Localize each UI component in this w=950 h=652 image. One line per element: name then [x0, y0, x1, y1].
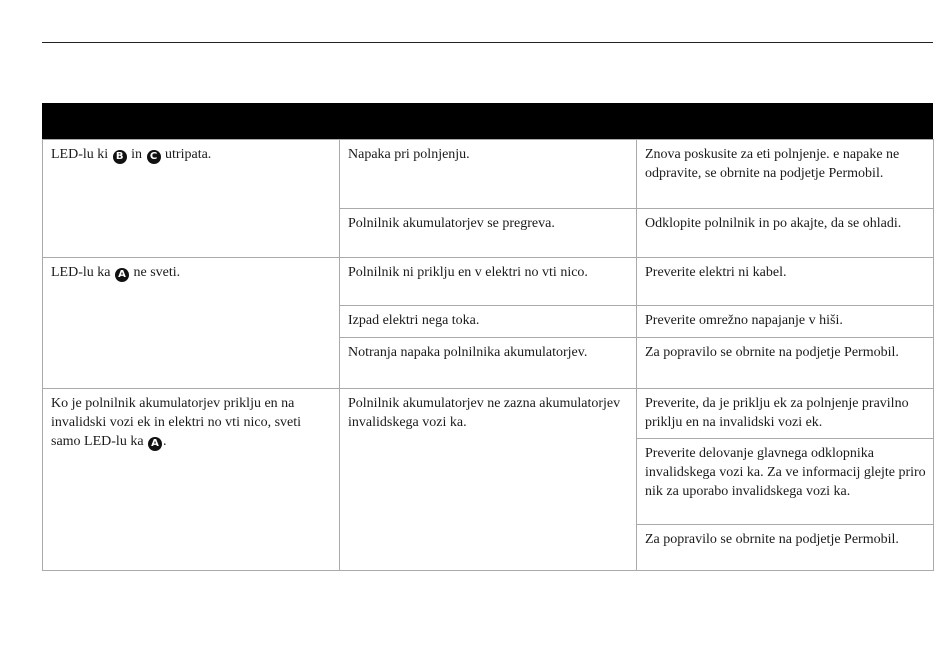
symptom-text: in	[127, 147, 146, 162]
table-row	[43, 258, 934, 306]
symptom-text: Ko je polnilnik akumulatorjev priklju en na invalidski vozi ek in elektri no vti nico, sveti samo LED-lu ka	[51, 396, 302, 449]
troubleshooting-table	[42, 139, 934, 571]
cause-cell: Izpad elektri nega toka.	[340, 306, 637, 338]
remedy-cell: Za popravilo se obrnite na podjetje Permobil.	[637, 338, 934, 389]
remedy-cell: Za popravilo se obrnite na podjetje Permobil.	[637, 525, 934, 571]
symptom-text: LED-lu ka	[51, 265, 114, 280]
symptom-cell	[43, 389, 340, 571]
symptom-cell	[43, 140, 340, 258]
top-rule	[42, 42, 933, 43]
remedy-cell: Odklopite polnilnik in po akajte, da se ohladi.	[637, 209, 934, 258]
symptom-text: LED-lu ki	[51, 147, 112, 162]
cause-cell: Polnilnik akumulatorjev se pregreva.	[340, 209, 637, 258]
symptom-text: utripata.	[161, 147, 212, 162]
cause-cell: Napaka pri polnjenju.	[340, 140, 637, 209]
remedy-cell: Preverite delovanje glavnega odklopnika invalidskega vozi ka. Za ve informacij glejte priro nik za uporabo invalidskega vozi ka.	[637, 439, 934, 525]
cause-cell: Polnilnik akumulatorjev ne zazna akumulatorjev invalidskega vozi ka.	[340, 389, 637, 571]
remedy-cell: Preverite, da je priklju ek za polnjenje pravilno priklju en na invalidski vozi ek.	[637, 389, 934, 439]
table-header-bar	[42, 103, 933, 139]
table-row	[43, 140, 934, 209]
indicator-c-icon: C	[147, 150, 161, 164]
remedy-cell: Preverite omrežno napajanje v hiši.	[637, 306, 934, 338]
indicator-a-icon: A	[115, 268, 129, 282]
cause-cell: Notranja napaka polnilnika akumulatorjev.	[340, 338, 637, 389]
cause-cell: Polnilnik ni priklju en v elektri no vti nico.	[340, 258, 637, 306]
remedy-cell: Preverite elektri ni kabel.	[637, 258, 934, 306]
symptom-text: .	[163, 434, 167, 449]
symptom-text: ne sveti.	[129, 265, 181, 280]
indicator-b-icon: B	[113, 150, 127, 164]
indicator-a-icon: A	[148, 437, 162, 451]
symptom-cell	[43, 258, 340, 389]
table-row	[43, 389, 934, 439]
remedy-cell: Znova poskusite za eti polnjenje. e napake ne odpravite, se obrnite na podjetje Permobil.	[637, 140, 934, 209]
